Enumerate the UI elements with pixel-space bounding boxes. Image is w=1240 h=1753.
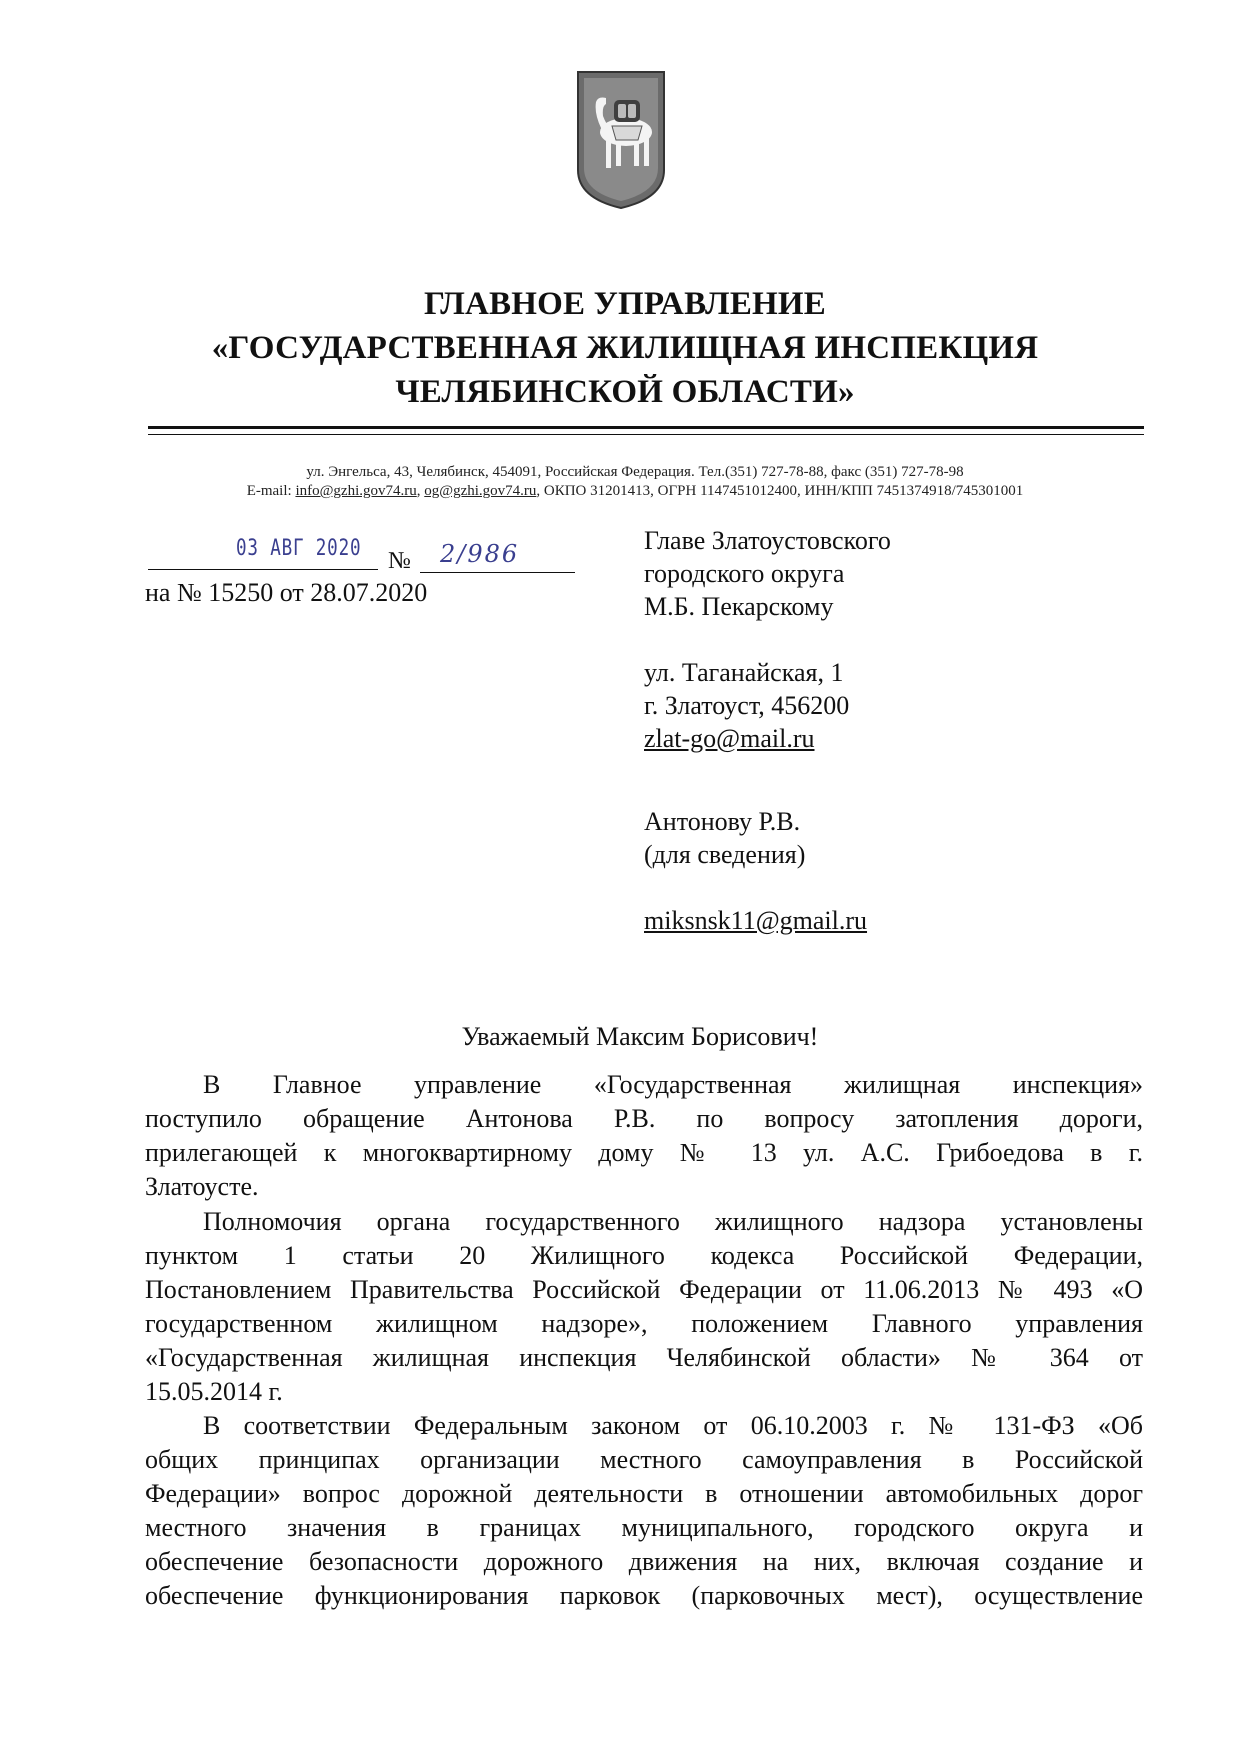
addressee-city: г. Златоуст, 456200 [644,691,850,720]
paragraph-line: В Главное управление «Государственная жилищная инспекция» [203,1070,1143,1099]
paragraph-line: поступило обращение Антонова Р.В. по вопросу затопления дороги, [145,1104,1143,1133]
header-divider-thick [148,426,1144,429]
paragraph-line: государственном жилищном надзоре», положением Главного управления [145,1309,1143,1338]
coat-of-arms-icon [576,70,666,210]
paragraph-line: Полномочия органа государственного жилищного надзора установлены [203,1207,1143,1236]
paragraph-line: Федерации» вопрос дорожной деятельности в отношении автомобильных дорог [145,1479,1143,1508]
addressee-line-1: Главе Златоустовского [644,526,891,555]
paragraph-line: Постановлением Правительства Российской Федерации от 11.06.2013 № 493 «О [145,1275,1143,1304]
copy-recipient-email-link[interactable]: miksnsk11@gmail.ru [644,906,868,935]
addressee-street: ул. Таганайская, 1 [644,658,844,687]
addressee-name: М.Б. Пекарскому [644,592,834,621]
contact-details [140,481,1130,501]
org-title-line-3: ЧЕЛЯБИНСКОЙ ОБЛАСТИ» [395,374,855,410]
paragraph-line: пунктом 1 статьи 20 Жилищного кодекса Российской Федерации, [145,1241,1143,1270]
contact-email-info-link[interactable]: info@gzhi.gov74.ru [295,483,417,499]
number-sign: № [388,548,411,574]
outgoing-number-handwritten: 2/986 [440,540,520,568]
paragraph-line: «Государственная жилищная инспекция Челябинской области» № 364 от [145,1343,1143,1372]
paragraph-line: Златоусте. [145,1172,259,1201]
paragraph-line: В соответствии Федеральным законом от 06.10.2003 г. № 131-ФЗ «Об [203,1411,1143,1440]
contact-address: ул. Энгельса, 43, Челябинск, 454091, Российская Федерация. Тел.(351) 727-78-88, факс (351) 727-78-98 [306,464,964,480]
paragraph-line: общих принципах организации местного самоуправления в Российской [145,1445,1143,1474]
date-stamp: 03 АВГ 2020 [236,536,362,561]
paragraph-line: обеспечение функционирования парковок (парковочных мест), осуществление [145,1581,1143,1610]
greeting: Уважаемый Максим Борисович! [461,1022,819,1051]
header-divider-thin [148,434,1144,435]
paragraph-line: местного значения в границах муниципального, городского округа и [145,1513,1143,1542]
org-title-line-2: «ГОСУДАРСТВЕННАЯ ЖИЛИЩНАЯ ИНСПЕКЦИЯ [211,330,1039,366]
copy-recipient-note: (для сведения) [644,840,806,869]
org-title-line-1: ГЛАВНОЕ УПРАВЛЕНИЕ [423,286,826,322]
contact-separator: , [416,483,425,499]
addressee-line-2: городского округа [644,559,845,588]
paragraph-line: обеспечение безопасности дорожного движения на них, включая создание и [145,1547,1143,1576]
contact-email-og-link[interactable]: og@gzhi.gov74.ru [424,483,537,499]
paragraph-line: 15.05.2014 г. [145,1377,283,1406]
paragraph-line: прилегающей к многоквартирному дому № 13 ул. А.С. Грибоедова в г. [145,1138,1143,1167]
paragraph-2 [145,1205,1143,1409]
contact-registry-codes: , ОКПО 31201413, ОГРН 1147451012400, ИНН/КПП 7451374918/745301001 [536,483,1024,499]
reply-reference: на № 15250 от 28.07.2020 [145,578,428,607]
copy-recipient-name: Антонову Р.В. [644,807,801,836]
paragraph-3 [145,1409,1143,1613]
addressee-email-link[interactable]: zlat-go@mail.ru [644,724,815,753]
number-underline [420,572,575,573]
contact-email-label: E-mail: [246,483,296,499]
paragraph-1 [145,1068,1143,1204]
date-underline [148,569,378,570]
